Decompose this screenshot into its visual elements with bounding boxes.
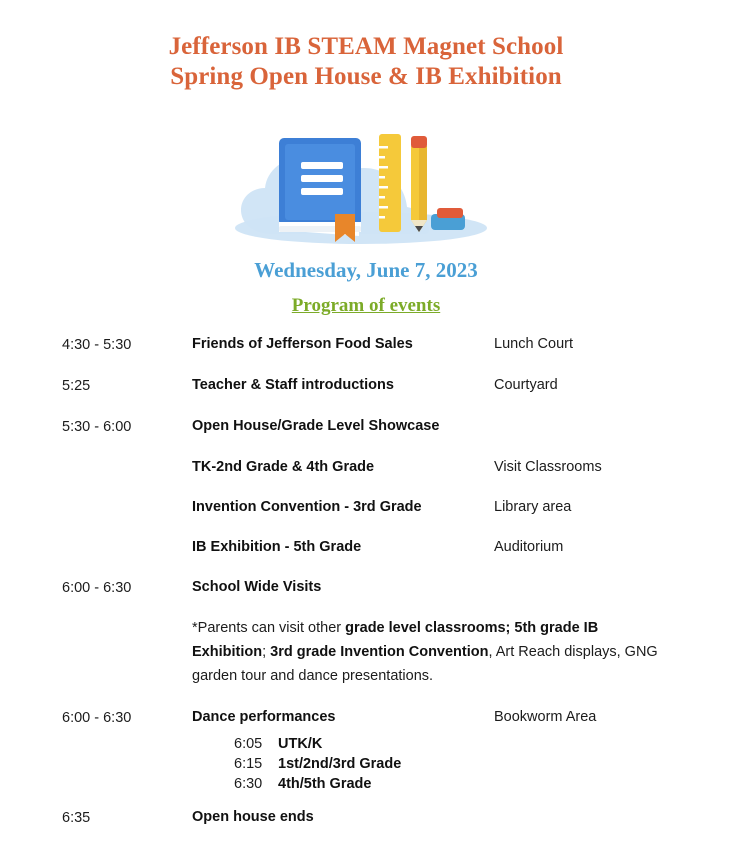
list-item [234,774,692,794]
row-time: 6:00 - 6:30 [62,580,132,596]
program-heading: Program of events [291,295,441,316]
row-description: Teacher & Staff introductions [192,377,394,393]
list-item [234,754,692,774]
book-ruler-pencil-icon [231,110,501,250]
page-title-line-1: Jefferson IB STEAM Magnet School [168,33,564,60]
table-row [62,417,692,437]
row-location: Auditorium [494,539,564,555]
row-description: Invention Convention - 3rd Grade [192,499,422,515]
header-title-block [0,0,732,92]
dance-label: UTK/K [278,736,323,752]
table-row [62,808,692,828]
dance-list [62,734,692,794]
artwork-container [0,110,732,250]
dance-label: 1st/2nd/3rd Grade [278,756,402,772]
row-location: Library area [494,499,572,515]
note-bold-1: grade level classrooms; 5th grade IB Exhibition [192,620,599,660]
row-description: School Wide Visits [192,579,322,595]
dance-label: 4th/5th Grade [278,776,372,792]
row-time [62,498,192,499]
row-time [62,538,192,539]
dance-time: 6:30 [234,776,263,792]
parents-note [192,616,670,688]
schedule-list [0,335,732,828]
row-description: Dance performances [192,709,336,725]
row-description: Friends of Jefferson Food Sales [192,336,413,352]
row-time: 4:30 - 5:30 [62,337,132,353]
note-bold-2: 3rd grade Invention Convention [270,644,489,660]
table-row [62,335,692,355]
list-item [234,734,692,754]
row-time [62,458,192,459]
event-date: Wednesday, June 7, 2023 [254,258,478,282]
table-row [62,708,692,728]
dance-schedule [62,734,692,794]
table-row [62,458,692,477]
row-time: 6:35 [62,810,91,826]
table-row [62,578,692,598]
note-spacer [62,616,192,688]
note-part-3: , Art Reach displays, GNG garden tour and dance presentations. [192,644,658,684]
row-description: TK-2nd Grade & 4th Grade [192,459,375,475]
table-row [62,498,692,517]
row-location: Lunch Court [494,336,573,352]
row-location: Visit Classrooms [494,459,602,475]
parents-note-row [62,616,692,688]
note-part-1: *Parents can visit other [192,620,346,636]
table-row [62,376,692,396]
row-time: 5:25 [62,378,91,394]
row-location: Bookworm Area [494,709,597,725]
page-title-line-2: Spring Open House & IB Exhibition [170,63,562,90]
note-part-2: ; [262,644,271,660]
dance-time: 6:05 [234,736,263,752]
row-description: IB Exhibition - 5th Grade [192,539,362,555]
table-row [62,538,692,557]
row-time: 5:30 - 6:00 [62,419,132,435]
row-description: Open House/Grade Level Showcase [192,418,440,434]
row-location: Courtyard [494,377,558,393]
row-description: Open house ends [192,809,314,825]
dance-time: 6:15 [234,756,263,772]
row-time: 6:00 - 6:30 [62,710,132,726]
